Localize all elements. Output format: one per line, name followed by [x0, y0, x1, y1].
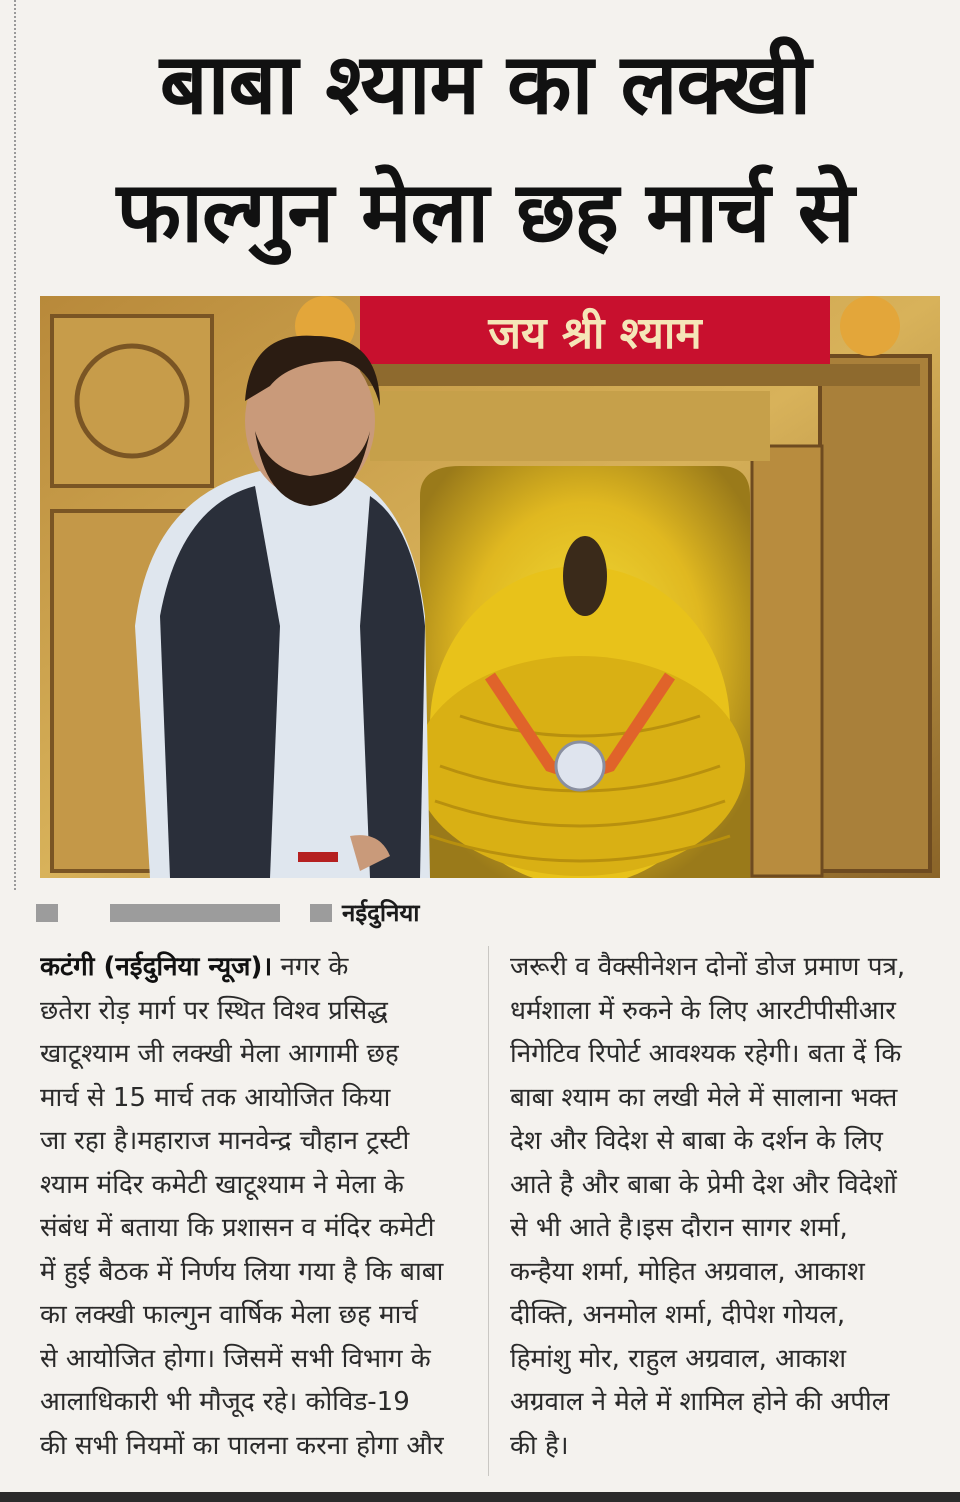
article-line: छतेरा रोड़ मार्ग पर स्थित विश्व प्रसिद्ध: [40, 995, 388, 1026]
article-line: निगेटिव रिपोर्ट आवश्यक रहेगी। बता दें कि: [510, 1039, 902, 1069]
dateline: कटंगी (नईदुनिया न्यूज)।: [40, 952, 273, 982]
redacted-block: [110, 904, 280, 922]
article-line: कन्हैया शर्मा, मोहित अग्रवाल, आकाश: [510, 1256, 865, 1287]
carved-pillar-right: [820, 356, 930, 871]
article-line: मार्च से 15 मार्च तक आयोजित किया: [40, 1082, 391, 1113]
banner-text: जय श्री श्याम: [488, 308, 702, 359]
photo-credit: नईदुनिया: [342, 899, 420, 927]
article-line: धर्मशाला में रुकने के लिए आरटीपीसीआर: [510, 995, 896, 1026]
article-line: का लक्खी फाल्गुन वार्षिक मेला छह मार्च: [40, 1300, 418, 1330]
headline-line-1: बाबा श्याम का लक्खी: [159, 35, 811, 133]
silver-pendant: [556, 742, 604, 790]
article-line: जरूरी व वैक्सीनेशन दोनों डोज प्रमाण पत्र,: [510, 952, 906, 982]
column-divider: [488, 946, 489, 1476]
article-line: दीक्ति, अनमोल शर्मा, दीपेश गोयल,: [510, 1300, 846, 1330]
article-text: नगर के: [280, 952, 349, 982]
article-line: आलाधिकारी भी मौजूद रहे। कोविड-19: [40, 1387, 410, 1417]
red-thread: [298, 852, 338, 862]
photo-credit-row: [30, 892, 940, 932]
article-line: से भी आते है।इस दौरान सागर शर्मा,: [510, 1213, 848, 1243]
photo-illustration: [40, 296, 940, 878]
article-line: अग्रवाल ने मेले में शामिल होने की अपील: [510, 1387, 890, 1417]
article-column-left: [40, 946, 472, 1468]
redacted-block: [36, 904, 58, 922]
article-column-right: [510, 946, 942, 1468]
article-line: जा रहा है।महाराज मानवेन्द्र चौहान ट्रस्टी: [40, 1126, 410, 1156]
shrine-lintel: [370, 391, 770, 461]
redacted-block: [310, 904, 332, 922]
article-line: की है।: [510, 1430, 569, 1461]
article-line: आते है और बाबा के प्रेमी देश और विदेशों: [510, 1169, 897, 1200]
headline: [30, 20, 940, 276]
deity-face: [563, 536, 607, 616]
headline-line-2: फाल्गुन मेला छह मार्च से: [116, 163, 854, 261]
article-line: देश और विदेश से बाबा के दर्शन के लिए: [510, 1126, 883, 1156]
door-frame-right: [752, 446, 822, 876]
article-line: संबंध में बताया कि प्रशासन व मंदिर कमेटी: [40, 1213, 435, 1243]
article-line: हिमांशु मोर, राहुल अग्रवाल, आकाश: [510, 1343, 847, 1374]
article-line: से आयोजित होगा। जिसमें सभी विभाग के: [40, 1343, 431, 1374]
news-photo: [40, 296, 940, 878]
decor-face-right: [840, 296, 900, 356]
column-rule: [14, 0, 16, 890]
article-line: बाबा श्याम का लखी मेले में सालाना भक्त: [510, 1082, 898, 1113]
article-line: में हुई बैठक में निर्णय लिया गया है कि बाबा: [40, 1256, 444, 1287]
article-line: श्याम मंदिर कमेटी खाटूश्याम ने मेला के: [40, 1169, 404, 1200]
bottom-edge: [0, 1492, 960, 1502]
banner-border: [360, 364, 920, 386]
article-line: खाटूश्याम जी लक्खी मेला आगामी छह: [40, 1039, 399, 1069]
article-line: की सभी नियमों का पालना करना होगा और: [40, 1430, 444, 1461]
article-line: [40, 946, 472, 990]
